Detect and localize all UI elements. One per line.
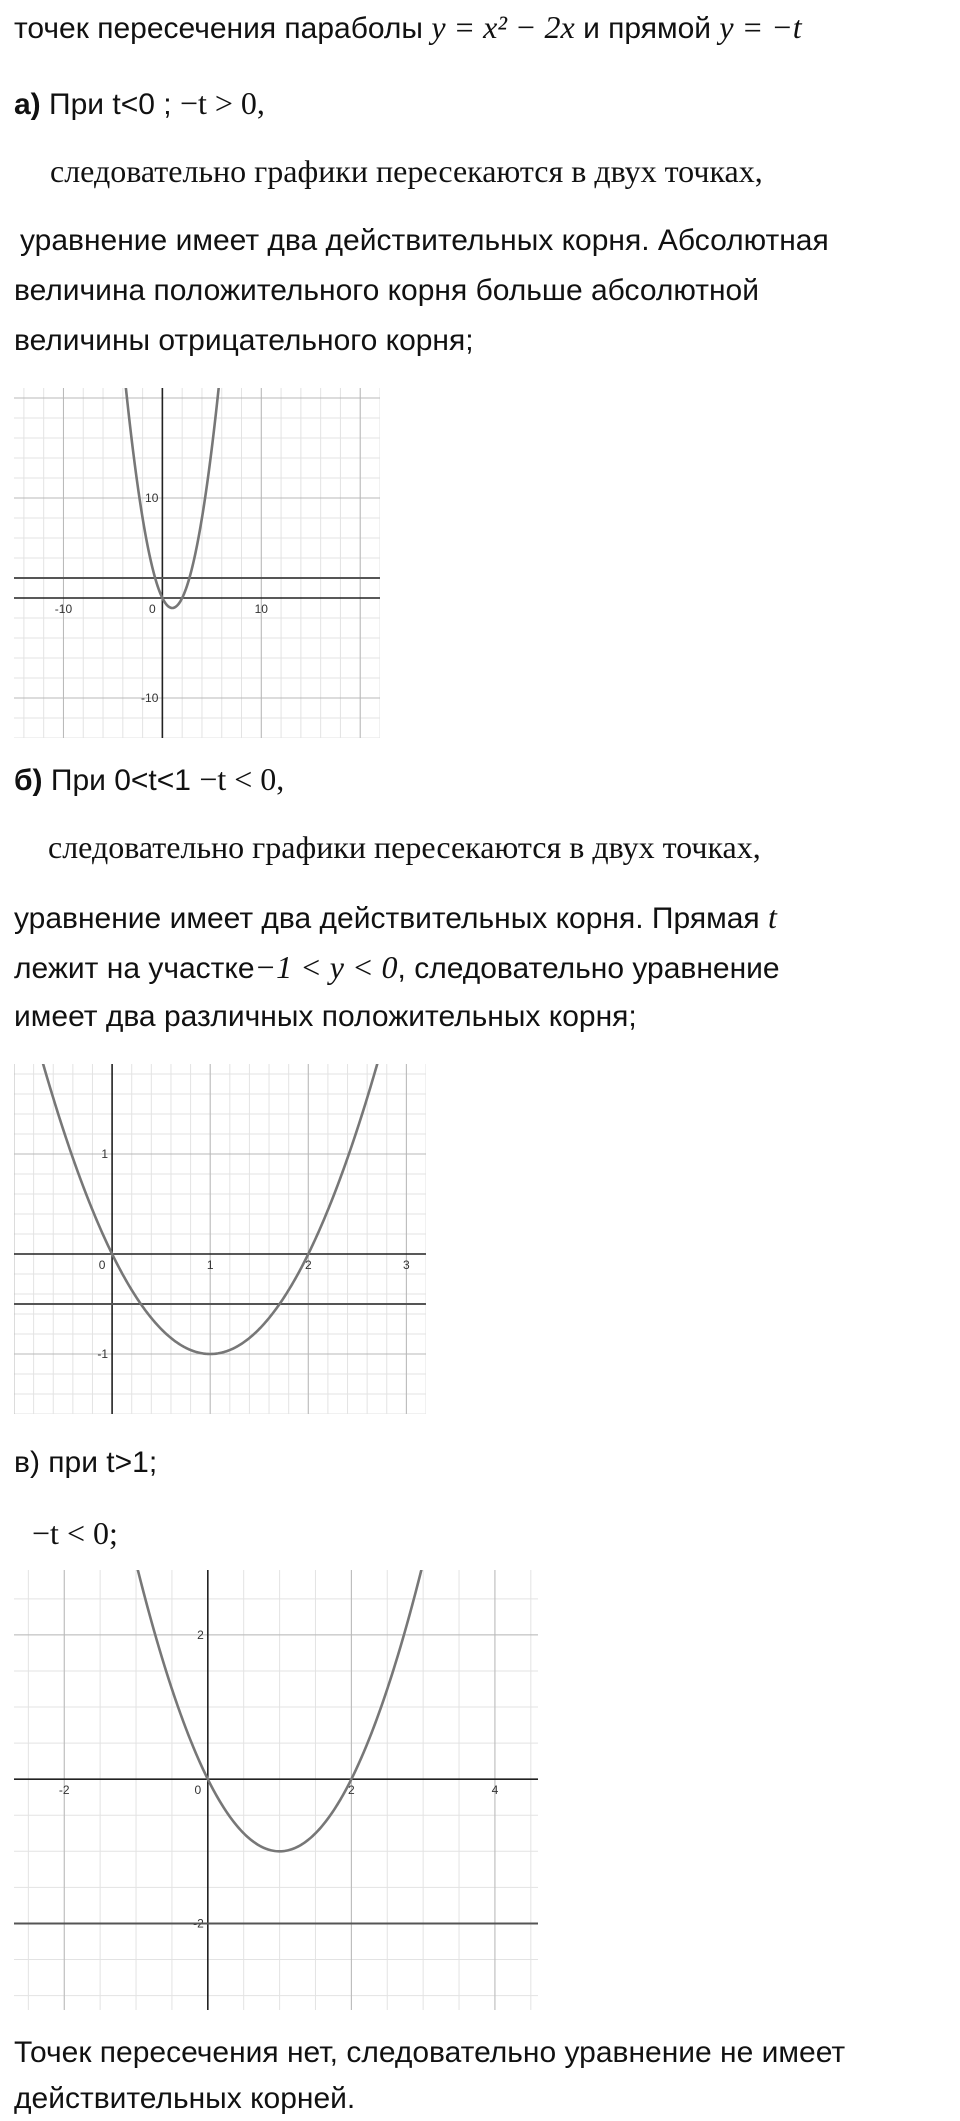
- x-tick-label: 4: [491, 1783, 499, 1798]
- chart-c: [14, 1570, 538, 2010]
- case-b-condition: При 0<t<1: [50, 764, 191, 797]
- case-b-math: −t < 0,: [199, 761, 285, 797]
- intro-line: [14, 10, 802, 46]
- x-tick-label: 2: [348, 1783, 355, 1798]
- x-tick-label: 0: [194, 1783, 202, 1798]
- case-c-sentence-1: Точек пересечения нет, следовательно уравнение не имеет: [14, 2036, 846, 2069]
- case-a-sentence-1: следовательно графики пересекаются в двух точках,: [50, 153, 763, 189]
- chart-b: [14, 1064, 426, 1414]
- y-tick-label: 10: [145, 491, 159, 505]
- chart-a: [14, 388, 380, 738]
- x-tick-label: -2: [58, 1783, 70, 1798]
- case-b-heading: [14, 762, 284, 798]
- x-tick-label: -10: [54, 602, 73, 616]
- case-b-sentence-3: [14, 950, 780, 986]
- x-tick-label: 1: [206, 1258, 214, 1272]
- x-tick-label: 3: [403, 1258, 410, 1272]
- intro-and: и прямой: [583, 12, 712, 45]
- parabola-curve: [14, 1064, 426, 1354]
- case-b-sentence-2-text: уравнение имеет два действительных корня. Прямая: [14, 902, 760, 935]
- case-a-sentence-2: уравнение имеет два действительных корня. Абсолютная: [20, 224, 829, 257]
- case-c-condition: в) при t>1;: [14, 1446, 158, 1479]
- y-tick-label: -2: [193, 1916, 204, 1931]
- x-tick-label: 0: [98, 1258, 106, 1272]
- case-b-sentence-4: имеет два различных положительных корня;: [14, 1000, 637, 1033]
- line-equation: y = −t: [719, 9, 802, 45]
- case-b-sentence-1: следовательно графики пересекаются в двух точках,: [48, 829, 761, 865]
- x-tick-label: 2: [304, 1258, 312, 1272]
- y-tick-label: -1: [97, 1347, 109, 1361]
- case-a-sentence-3: величина положительного корня больше абсолютной: [14, 274, 759, 307]
- case-b-sentence-2: [14, 900, 777, 936]
- y-tick-label: -10: [141, 691, 159, 705]
- case-b-sentence-2-math: t: [767, 899, 777, 935]
- case-a-heading: [14, 86, 265, 122]
- case-a-label: а): [14, 88, 41, 121]
- case-b-sentence-3-math: −1 < y < 0: [254, 949, 398, 985]
- case-a-condition: При t<0 ;: [49, 88, 172, 121]
- case-a-math: −t > 0,: [179, 85, 265, 121]
- case-b-sentence-3-tail: , следовательно уравнение: [397, 952, 780, 985]
- case-b-label: б): [14, 764, 43, 797]
- y-tick-label: 1: [101, 1147, 109, 1161]
- case-c-sentence-2: действительных корней.: [14, 2082, 356, 2115]
- y-tick-label: 2: [197, 1627, 204, 1642]
- case-b-sentence-3-text: лежит на участке: [14, 952, 255, 985]
- intro-text: точек пересечения параболы: [14, 12, 423, 45]
- x-tick-label: 10: [254, 602, 268, 616]
- case-a-sentence-4: величины отрицательного корня;: [14, 324, 474, 357]
- parabola-equation: y = x² − 2x: [431, 9, 575, 45]
- x-tick-label: 0: [149, 602, 156, 616]
- case-c-math: −t < 0;: [32, 1515, 118, 1551]
